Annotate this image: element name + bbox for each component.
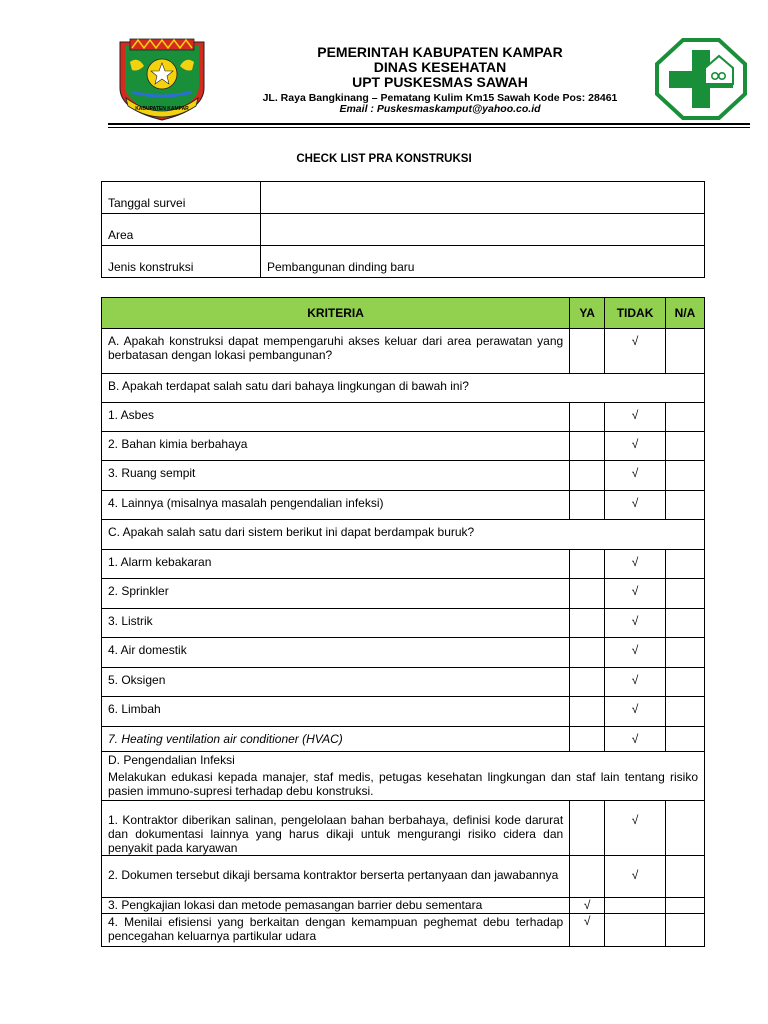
na-mark xyxy=(666,579,705,609)
criteria-row xyxy=(102,898,705,914)
na-mark xyxy=(666,461,705,491)
tidak-mark: √ xyxy=(605,801,666,856)
tidak-mark: √ xyxy=(605,432,666,461)
criteria-row xyxy=(102,856,705,898)
criteria-text: 2. Sprinkler xyxy=(102,579,570,609)
checklist-table xyxy=(101,297,705,947)
header-department: DINAS KESEHATAN xyxy=(373,59,507,75)
tidak-mark: √ xyxy=(605,668,666,697)
criteria-row xyxy=(102,329,705,374)
criteria-header: KRITERIA xyxy=(102,298,570,329)
criteria-text: 2. Bahan kimia berbahaya xyxy=(102,432,570,461)
na-mark xyxy=(666,329,705,374)
info-row-construction-type xyxy=(102,246,705,278)
na-mark xyxy=(666,801,705,856)
info-value xyxy=(261,182,705,214)
criteria-text: 4. Menilai efisiensi yang berkaitan dengan kemampuan peghemat debu terhadap pencegahan keluarnya partikular udara xyxy=(102,914,570,947)
header-government: PEMERINTAH KABUPATEN KAMPAR xyxy=(317,44,563,60)
ya-mark xyxy=(570,550,605,579)
na-mark xyxy=(666,550,705,579)
header-rule-thin xyxy=(108,127,750,128)
ya-mark xyxy=(570,579,605,609)
ya-mark xyxy=(570,403,605,432)
section-row xyxy=(102,520,705,550)
ya-mark xyxy=(570,727,605,752)
na-mark xyxy=(666,609,705,638)
criteria-text: A. Apakah konstruksi dapat mempengaruhi akses keluar dari area perawatan yang berbatasan dengan lokasi pembangunan? xyxy=(102,329,570,374)
info-value: Pembangunan dinding baru xyxy=(261,246,705,278)
na-mark xyxy=(666,697,705,727)
criteria-text: 3. Ruang sempit xyxy=(102,461,570,491)
na-mark xyxy=(666,914,705,947)
criteria-text: 7. Heating ventilation air conditioner (HVAC) xyxy=(102,727,570,752)
criteria-row xyxy=(102,638,705,668)
na-mark xyxy=(666,491,705,520)
header-puskesmas: UPT PUSKESMAS SAWAH xyxy=(352,74,528,90)
tidak-mark: √ xyxy=(605,609,666,638)
criteria-row xyxy=(102,914,705,947)
info-label: Jenis konstruksi xyxy=(102,246,261,278)
section-row xyxy=(102,374,705,403)
criteria-row xyxy=(102,550,705,579)
ya-mark xyxy=(570,432,605,461)
ya-mark: √ xyxy=(570,898,605,914)
section-heading: D. Pengendalian Infeksi xyxy=(108,753,235,767)
puskesmas-logo xyxy=(655,38,747,120)
header-email: Email : Puskesmaskamput@yahoo.co.id xyxy=(339,103,541,115)
tidak-mark xyxy=(605,898,666,914)
ya-mark xyxy=(570,609,605,638)
tidak-mark xyxy=(605,914,666,947)
na-mark xyxy=(666,856,705,898)
tidak-header: TIDAK xyxy=(605,298,666,329)
criteria-row xyxy=(102,668,705,697)
criteria-row xyxy=(102,579,705,609)
ya-mark xyxy=(570,461,605,491)
criteria-text: 3. Listrik xyxy=(102,609,570,638)
criteria-row xyxy=(102,461,705,491)
ya-mark: √ xyxy=(570,914,605,947)
tidak-mark: √ xyxy=(605,638,666,668)
ya-header: YA xyxy=(570,298,605,329)
criteria-row xyxy=(102,403,705,432)
info-row-date xyxy=(102,182,705,214)
section-cell xyxy=(102,752,705,801)
info-label: Area xyxy=(102,214,261,246)
header-rule-thick xyxy=(108,123,750,125)
info-label: Tanggal survei xyxy=(102,182,261,214)
criteria-row xyxy=(102,801,705,856)
criteria-row xyxy=(102,697,705,727)
criteria-row xyxy=(102,609,705,638)
survey-info-table xyxy=(101,181,705,278)
logo-caption: KABUPATEN KAMPAR xyxy=(135,106,189,112)
criteria-text: 1. Asbes xyxy=(102,403,570,432)
tidak-mark: √ xyxy=(605,491,666,520)
tidak-mark: √ xyxy=(605,579,666,609)
tidak-mark: √ xyxy=(605,329,666,374)
ya-mark xyxy=(570,856,605,898)
section-row xyxy=(102,752,705,801)
tidak-mark: √ xyxy=(605,461,666,491)
ya-mark xyxy=(570,329,605,374)
na-mark xyxy=(666,432,705,461)
na-mark xyxy=(666,638,705,668)
ya-mark xyxy=(570,668,605,697)
ya-mark xyxy=(570,801,605,856)
criteria-row xyxy=(102,432,705,461)
tidak-mark: √ xyxy=(605,697,666,727)
criteria-row xyxy=(102,727,705,752)
criteria-text: 3. Pengkajian lokasi dan metode pemasangan barrier debu sementara xyxy=(102,898,570,914)
criteria-text: 6. Limbah xyxy=(102,697,570,727)
criteria-text: 4. Lainnya (misalnya masalah pengendalian infeksi) xyxy=(102,491,570,520)
na-mark xyxy=(666,898,705,914)
tidak-mark: √ xyxy=(605,403,666,432)
tidak-mark: √ xyxy=(605,550,666,579)
criteria-text: 2. Dokumen tersebut dikaji bersama kontraktor berserta pertanyaan dan jawabannya xyxy=(102,856,570,898)
info-value xyxy=(261,214,705,246)
na-mark xyxy=(666,668,705,697)
header-address: JL. Raya Bangkinang – Pematang Kulim Km15 Sawah Kode Pos: 28461 xyxy=(262,92,618,104)
tidak-mark: √ xyxy=(605,727,666,752)
na-header: N/A xyxy=(666,298,705,329)
info-row-area xyxy=(102,214,705,246)
criteria-text: 4. Air domestik xyxy=(102,638,570,668)
checklist-header-row xyxy=(102,298,705,329)
ya-mark xyxy=(570,491,605,520)
na-mark xyxy=(666,727,705,752)
document-title: CHECK LIST PRA KONSTRUKSI xyxy=(296,153,472,165)
ya-mark xyxy=(570,638,605,668)
criteria-text: 1. Alarm kebakaran xyxy=(102,550,570,579)
section-heading: C. Apakah salah satu dari sistem berikut ini dapat berdampak buruk? xyxy=(102,520,705,550)
tidak-mark: √ xyxy=(605,856,666,898)
section-description: Melakukan edukasi kepada manajer, staf medis, petugas kesehatan lingkungan dan staf lain tentang risiko pasien immuno-supresi terhadap debu konstruksi. xyxy=(108,770,698,798)
criteria-text: 5. Oksigen xyxy=(102,668,570,697)
na-mark xyxy=(666,403,705,432)
criteria-text: 1. Kontraktor diberikan salinan, pengelolaan bahan berbahaya, definisi kode darurat dan dokumentasi lainnya yang harus dikaji untuk mengurangi risiko cidera dan penyakit pada karyawan xyxy=(102,801,570,856)
ya-mark xyxy=(570,697,605,727)
criteria-row xyxy=(102,491,705,520)
section-heading: B. Apakah terdapat salah satu dari bahaya lingkungan di bawah ini? xyxy=(102,374,705,403)
